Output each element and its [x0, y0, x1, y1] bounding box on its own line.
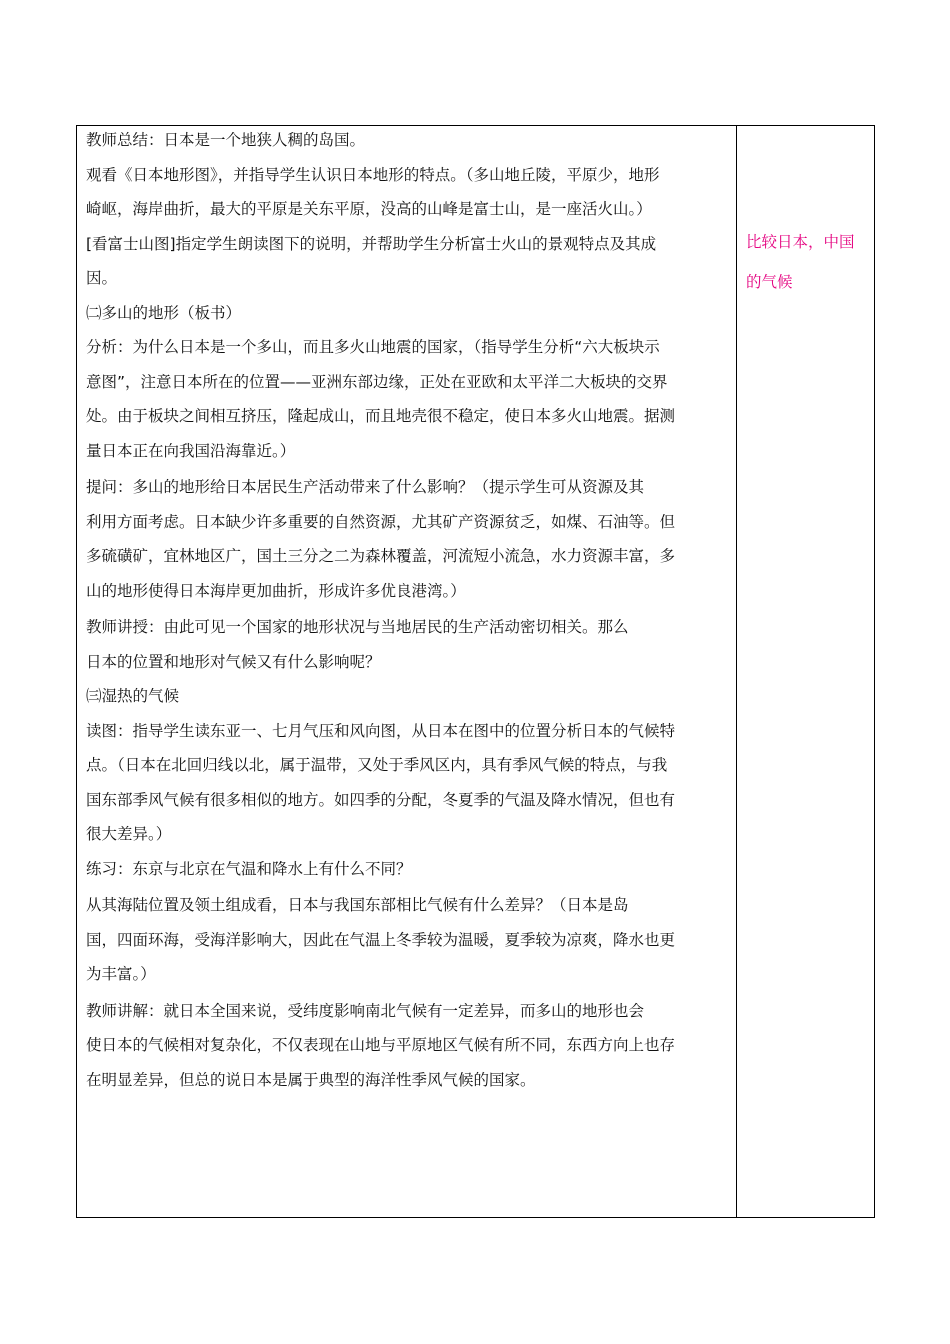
lesson-table: [76, 125, 875, 1218]
paragraph-line: 利用方面考虑。日本缺少许多重要的自然资源，尤其矿产资源贫乏，如煤、石油等。但: [86, 512, 676, 531]
paragraph-line: 崎岖，海岸曲折，最大的平原是关东平原，没高的山峰是富士山，是一座活火山。）: [86, 200, 652, 218]
paragraph-line: 教师讲授：由此可见一个国家的地形状况与当地居民的生产活动密切相关。那么: [86, 618, 629, 636]
side-note-line: 比较日本，中国: [746, 233, 855, 251]
paragraph-line: 处。由于板块之间相互挤压，隆起成山，而且地壳很不稳定，使日本多火山地震。据测: [86, 407, 676, 425]
paragraph-line: 从其海陆位置及领土组成看，日本与我国东部相比气候有什么差异？（日本是岛: [86, 896, 629, 914]
paragraph-line: 日本的位置和地形对气候又有什么影响呢？: [86, 652, 381, 671]
lesson-content: [86, 126, 726, 1097]
side-note: [746, 222, 871, 302]
paragraph-line: 提问：多山的地形给日本居民生产活动带来了什么影响？（提示学生可从资源及其: [86, 478, 645, 496]
paragraph-line: 分析：为什么日本是一个多山，而且多火山地震的国家，（指导学生分析“六大板块示: [86, 338, 660, 356]
paragraph-line: 读图：指导学生读东亚一、七月气压和风向图，从日本在图中的位置分析日本的气候特: [86, 721, 676, 740]
paragraph-line: 教师讲解：就日本全国来说，受纬度影响南北气候有一定差异，而多山的地形也会: [86, 1001, 645, 1020]
paragraph-line: 量日本正在向我国沿海靠近。）: [86, 441, 296, 460]
paragraph-line: 多硫磺矿，宜林地区广，国土三分之二为森林覆盖，河流短小流急，水力资源丰富，多: [86, 547, 676, 565]
paragraph-line: 教师总结：日本是一个地狭人稠的岛国。: [86, 131, 366, 149]
section-heading: ㈢湿热的气候: [86, 687, 180, 705]
paragraph-line: 点。（日本在北回归线以北，属于温带，又处于季风区内，具有季风气候的特点，与我: [86, 756, 668, 774]
paragraph-line: 为丰富。）: [86, 965, 156, 983]
paragraph-line: 因。: [86, 269, 118, 287]
paragraph-line: 意图”，注意日本所在的位置——亚洲东部边缘，正处在亚欧和太平洋二大板块的交界: [86, 372, 668, 391]
paragraph-line: 使日本的气候相对复杂化，不仅表现在山地与平原地区气候有所不同，东西方向上也存: [86, 1036, 676, 1054]
paragraph-line: 在明显差异，但总的说日本是属于典型的海洋性季风气候的国家。: [86, 1070, 536, 1089]
section-heading: ㈡多山的地形（板书）: [86, 303, 242, 322]
column-divider: [736, 126, 737, 1217]
paragraph-line: 国，四面环海，受海洋影响大，因此在气温上冬季较为温暖，夏季较为凉爽，降水也更: [86, 930, 676, 949]
side-note-line: 的气候: [746, 273, 793, 291]
paragraph-line: 很大差异。）: [86, 825, 172, 843]
paragraph-line: 国东部季风气候有很多相似的地方。如四季的分配，冬夏季的气温及降水情况，但也有: [86, 790, 676, 809]
paragraph-line: 练习：东京与北京在气温和降水上有什么不同？: [86, 859, 412, 878]
paragraph-line: 观看《日本地形图》，并指导学生认识日本地形的特点。（多山地丘陵，平原少，地形: [86, 165, 660, 184]
paragraph-line: 山的地形使得日本海岸更加曲折，形成许多优良港湾。）: [86, 581, 466, 600]
paragraph-line: [看富士山图]指定学生朗读图下的说明，并帮助学生分析富士火山的景观特点及其成: [86, 234, 657, 253]
